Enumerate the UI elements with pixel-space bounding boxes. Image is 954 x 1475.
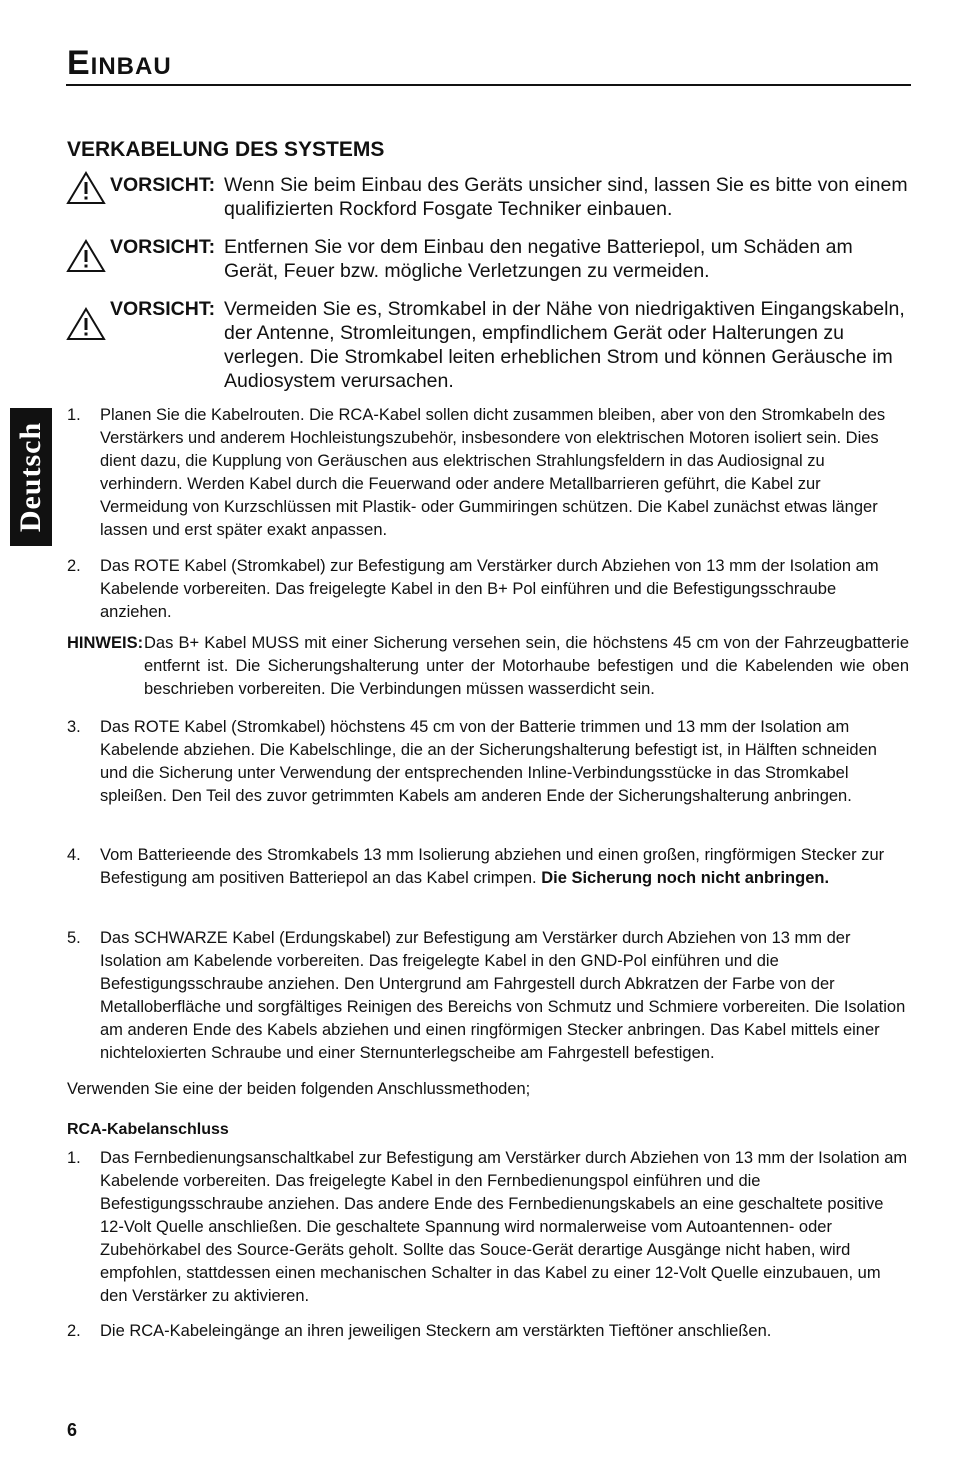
list-item-number: 1. [67,1149,81,1167]
list-item-text: Vom Batterieende des Stromkabels 13 mm Isolierung abziehen und einen großen, ringförmigen Stecker zur Befestigung am positiven Batteriepol an das Kabel crimpen. [100,846,885,887]
page-number: 6 [67,1420,78,1440]
caution-text: Entfernen Sie vor dem Einbau den negative Batteriepol, um Schäden am Gerät, Feuer bzw. mögliche Verletzungen zu vermeiden. [224,236,853,282]
list-item-text: Planen Sie die Kabelrouten. Die RCA-Kabel sollen dicht zusammen bleiben, aber von den Stromkabeln des Verstärkers und anderem Hochleistungszubehör, insbesondere von elektrischen Motoren isoliert sein. Dies dient dazu, die Kupplung von Geräuschen aus elektrischen Strahlungsfeldern in das Audiosignal zu verhindern. Werden Kabel durch die Feuerwand oder andere Metallbarrieren geführt, die Kabel zur Vermeidung von Kurzschlüssen mit Plastik- oder Gummiringen schützen. Die Kabel zunächst etwas länger lassen und erst später exakt anpassen. [100,406,886,539]
list-item-number: 1. [67,406,81,424]
warning-triangle-icon [66,171,106,205]
list-item-number: 5. [67,929,81,947]
list-item-text: Das Fernbedienungsanschaltkabel zur Befestigung am Verstärker durch Abziehen von 13 mm der Isolation am Kabelende vorbereiten. Das freigelegte Kabel in den Fernbedienungspol einführen und die Befestigungsschraube anziehen. Das andere Ende des Fernbedienungskabels an eine geschaltete positive 12-Volt Quelle anschließen. Die geschaltete Spannung wird normalerweise vom Autoantennen- oder Zubehörkabel des Source-Geräts geholt. Sollte das Souce-Gerät derartige Ausgänge nicht haben, wird empfohlen, stattdessen einen mechanischen Schalter in das Kabel zu einer 12-Volt Quelle einzubauen, um den Verstärker zu aktivieren. [100,1149,908,1305]
list-item-bold-text: Die Sicherung noch nicht anbringen. [541,869,830,887]
caution-label: VORSICHT: [110,236,216,258]
list-item-text: Das SCHWARZE Kabel (Erdungskabel) zur Befestigung am Verstärker durch Abziehen von 13 mm der Isolation am Kabelende vorbereiten. Das freigelegte Kabel in den GND-Pol einführen und die Befestigungsschraube anziehen. Den Untergrund am Fahrgestell durch Abkratzen der Farbe von der Metalloberfläche und sorgfältiges Reinigen des Bereichs von Schmutz und Schmiere vorbereiten. Die Isolation am anderen Ende des Kabels abziehen und einen ringförmigen Stecker anbringen. Das Kabel mittels einer nichteloxierten Schraube und einer Sternunterlegscheibe am Fahrgestell befestigen. [100,929,906,1062]
list-item-text: Das ROTE Kabel (Stromkabel) zur Befestigung am Verstärker durch Abziehen von 13 mm der Isolation am Kabelende vorbereiten. Das freigelegte Kabel in den B+ Pol einführen und die Befestigungsschraube anziehen. [100,557,879,621]
step-list [67,844,909,890]
list-item-text: Das ROTE Kabel (Stromkabel) höchstens 45 cm von der Batterie trimmen und 13 mm der Isolation am Kabelende abziehen. Die Kabelschlinge, die an der Sicherungshalterung befestigt ist, in Hälften schneiden und die Sicherung unter Verwendung der entsprechenden Inline-Verbindungsstücke in das Stromkabel spleißen. Den Teil des zuvor getrimmten Kabels am anderen Ende der Sicherungshalterung anbringen. [100,718,877,805]
page-title: Einbau [67,44,172,82]
note-label: HINWEIS: [67,634,144,652]
caution-block [66,235,911,283]
caution-block [66,173,911,221]
caution-text: Wenn Sie beim Einbau des Geräts unsicher sind, lassen Sie es bitte von einem qualifizierten Rockford Fosgate Techniker einbauen. [224,174,908,220]
rca-step-list [67,1320,909,1343]
step-list [67,927,909,1065]
caution-label: VORSICHT: [110,298,216,320]
list-item-number: 3. [67,718,81,736]
step-list [67,555,909,624]
rca-heading: RCA-Kabelanschluss [67,1121,229,1138]
list-item-text: Die RCA-Kabeleingänge an ihren jeweiligen Steckern am verstärkten Tieftöner anschließen. [100,1322,772,1340]
list-item [67,555,909,624]
warning-triangle-icon [66,239,106,273]
list-item-number: 2. [67,1322,81,1340]
note-text: Das B+ Kabel MUSS mit einer Sicherung versehen sein, die höchstens 45 cm von der Fahrzeugbatterie entfernt ist. Die Sicherungshalterung unter der Motorhaube befestigen und die Kabelenden wie oben beschrieben vorbereiten. Die Verbindungen müssen wasserdicht sein. [144,634,909,698]
list-item [67,1147,909,1308]
list-item [67,404,909,542]
language-side-tab [10,408,52,546]
step-list [67,716,909,808]
section-heading: VERKABELUNG DES SYSTEMS [67,138,385,161]
note-block [67,632,909,701]
list-item-number: 4. [67,846,81,864]
caution-block [66,297,911,393]
rca-step-list [67,1147,909,1308]
list-item [67,716,909,808]
step-list [67,404,909,542]
caution-text: Vermeiden Sie es, Stromkabel in der Nähe von niedrigaktiven Eingangskabeln, der Antenne, Stromleitungen, empfindlichem Gerät oder Halterungen zu verlegen. Die Stromkabel leiten erheblichen Strom und können Geräusche im Audiosystem verursachen. [224,298,905,392]
language-side-tab-label: Deutsch [14,421,47,533]
list-item-number: 2. [67,557,81,575]
list-item [67,1320,909,1343]
list-item [67,844,909,890]
warning-triangle-icon [66,307,106,341]
caution-label: VORSICHT: [110,174,216,196]
methods-intro: Verwenden Sie eine der beiden folgenden Anschlussmethoden; [67,1080,531,1098]
title-rule [66,84,911,86]
list-item [67,927,909,1065]
